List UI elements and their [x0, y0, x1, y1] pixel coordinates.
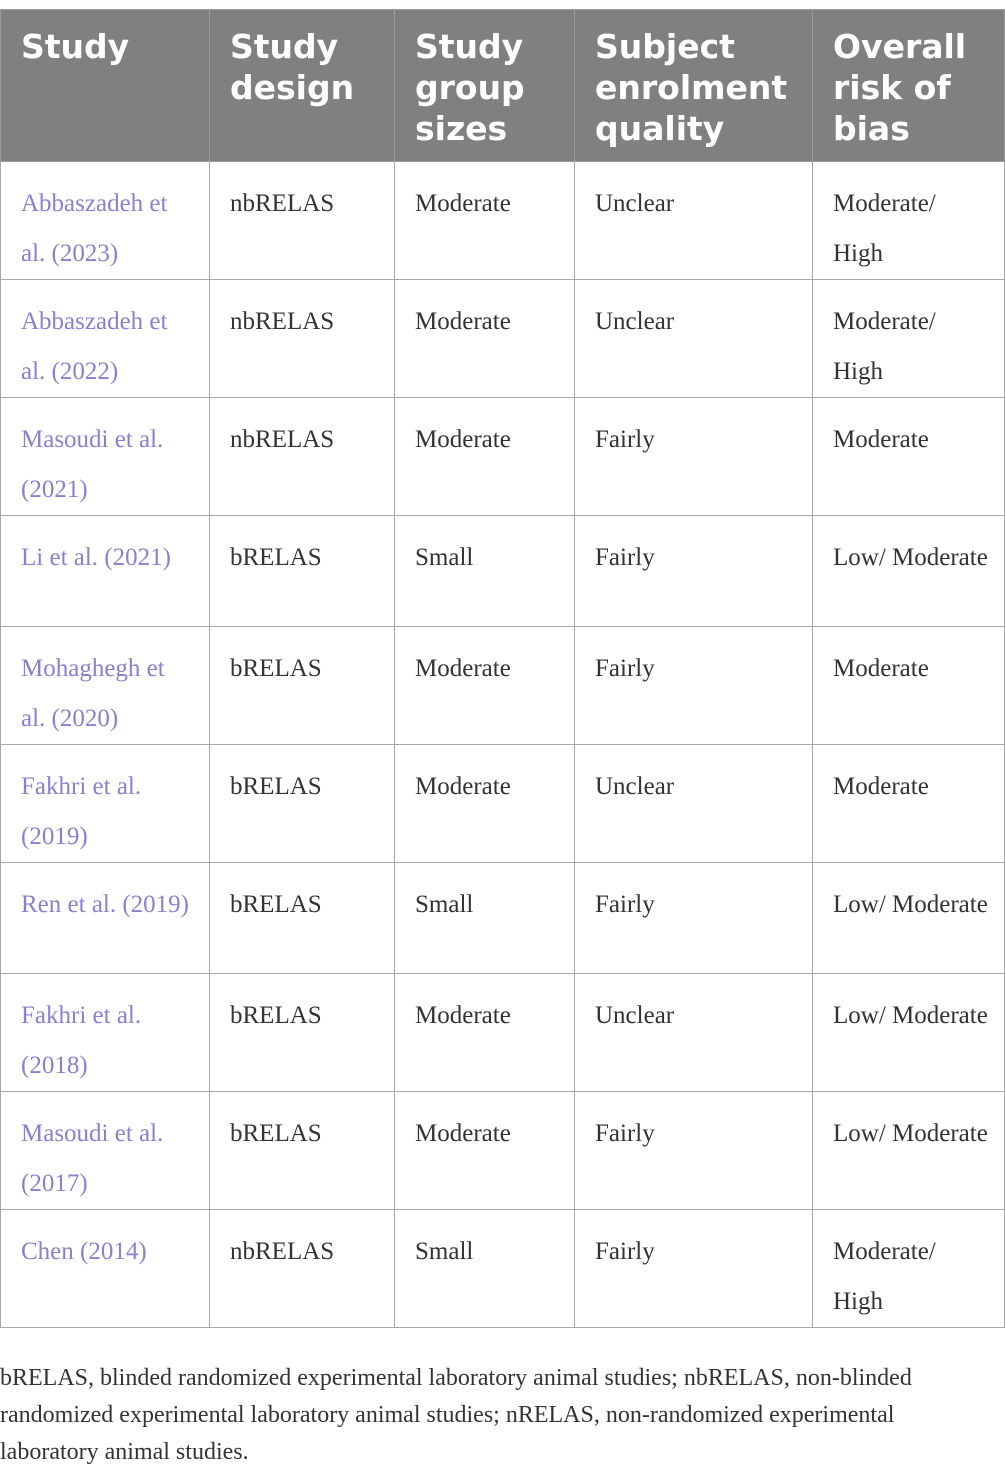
header-study: Study [1, 10, 210, 162]
enrolment-quality-cell: Fairly [575, 1092, 813, 1210]
study-design-cell: nbRELAS [210, 280, 395, 398]
study-link[interactable]: Chen (2014) [1, 1210, 210, 1328]
table-row [1, 627, 1005, 745]
study-design-cell: bRELAS [210, 516, 395, 627]
study-link[interactable]: Mohaghegh et al. (2020) [1, 627, 210, 745]
group-size-cell: Moderate [395, 745, 575, 863]
group-size-cell: Moderate [395, 398, 575, 516]
risk-of-bias-cell: Moderate/ High [813, 162, 1005, 280]
enrolment-quality-cell: Unclear [575, 974, 813, 1092]
enrolment-quality-cell: Fairly [575, 863, 813, 974]
table-footnote: bRELAS, blinded randomized experimental laboratory animal studies; nbRELAS, non-blinded randomized experimental laboratory animal studies; nRELAS, non-randomized experimental laboratory animal studies. [0, 1365, 912, 1465]
risk-of-bias-cell: Moderate [813, 627, 1005, 745]
risk-of-bias-table [0, 9, 1005, 1328]
group-size-cell: Moderate [395, 1092, 575, 1210]
header-overall-risk-of-bias: Overall risk of bias [813, 10, 1005, 162]
study-design-cell: bRELAS [210, 627, 395, 745]
enrolment-quality-cell: Unclear [575, 162, 813, 280]
header-study-group-sizes: Study group sizes [395, 10, 575, 162]
risk-of-bias-cell: Low/ Moderate [813, 516, 1005, 627]
study-design-cell: nbRELAS [210, 1210, 395, 1328]
table-row [1, 398, 1005, 516]
study-link[interactable]: Fakhri et al. (2019) [1, 745, 210, 863]
enrolment-quality-cell: Fairly [575, 1210, 813, 1328]
risk-of-bias-cell: Low/ Moderate [813, 863, 1005, 974]
study-design-cell: bRELAS [210, 863, 395, 974]
enrolment-quality-cell: Fairly [575, 516, 813, 627]
study-link[interactable]: Fakhri et al. (2018) [1, 974, 210, 1092]
study-link[interactable]: Abbaszadeh et al. (2022) [1, 280, 210, 398]
study-design-cell: bRELAS [210, 1092, 395, 1210]
study-link[interactable]: Li et al. (2021) [1, 516, 210, 627]
table-row [1, 974, 1005, 1092]
table-row [1, 1092, 1005, 1210]
study-link[interactable]: Masoudi et al. (2017) [1, 1092, 210, 1210]
group-size-cell: Moderate [395, 974, 575, 1092]
risk-of-bias-cell: Low/ Moderate [813, 1092, 1005, 1210]
enrolment-quality-cell: Fairly [575, 627, 813, 745]
study-link[interactable]: Abbaszadeh et al. (2023) [1, 162, 210, 280]
header-subject-enrolment-quality: Subject enrolment quality [575, 10, 813, 162]
enrolment-quality-cell: Unclear [575, 745, 813, 863]
table-row [1, 516, 1005, 627]
group-size-cell: Moderate [395, 627, 575, 745]
risk-of-bias-cell: Moderate/ High [813, 1210, 1005, 1328]
study-link[interactable]: Masoudi et al. (2021) [1, 398, 210, 516]
study-link[interactable]: Ren et al. (2019) [1, 863, 210, 974]
study-design-cell: nbRELAS [210, 398, 395, 516]
group-size-cell: Small [395, 863, 575, 974]
study-design-cell: nbRELAS [210, 162, 395, 280]
table-row [1, 1210, 1005, 1328]
enrolment-quality-cell: Fairly [575, 398, 813, 516]
group-size-cell: Small [395, 516, 575, 627]
study-design-cell: bRELAS [210, 745, 395, 863]
table-header-row [1, 10, 1005, 162]
group-size-cell: Moderate [395, 162, 575, 280]
table-row [1, 863, 1005, 974]
risk-of-bias-cell: Moderate/ High [813, 280, 1005, 398]
table-row [1, 280, 1005, 398]
study-design-cell: bRELAS [210, 974, 395, 1092]
table-row [1, 745, 1005, 863]
risk-of-bias-cell: Moderate [813, 398, 1005, 516]
enrolment-quality-cell: Unclear [575, 280, 813, 398]
risk-of-bias-cell: Low/ Moderate [813, 974, 1005, 1092]
group-size-cell: Small [395, 1210, 575, 1328]
group-size-cell: Moderate [395, 280, 575, 398]
table-row [1, 162, 1005, 280]
header-study-design: Study design [210, 10, 395, 162]
risk-of-bias-cell: Moderate [813, 745, 1005, 863]
